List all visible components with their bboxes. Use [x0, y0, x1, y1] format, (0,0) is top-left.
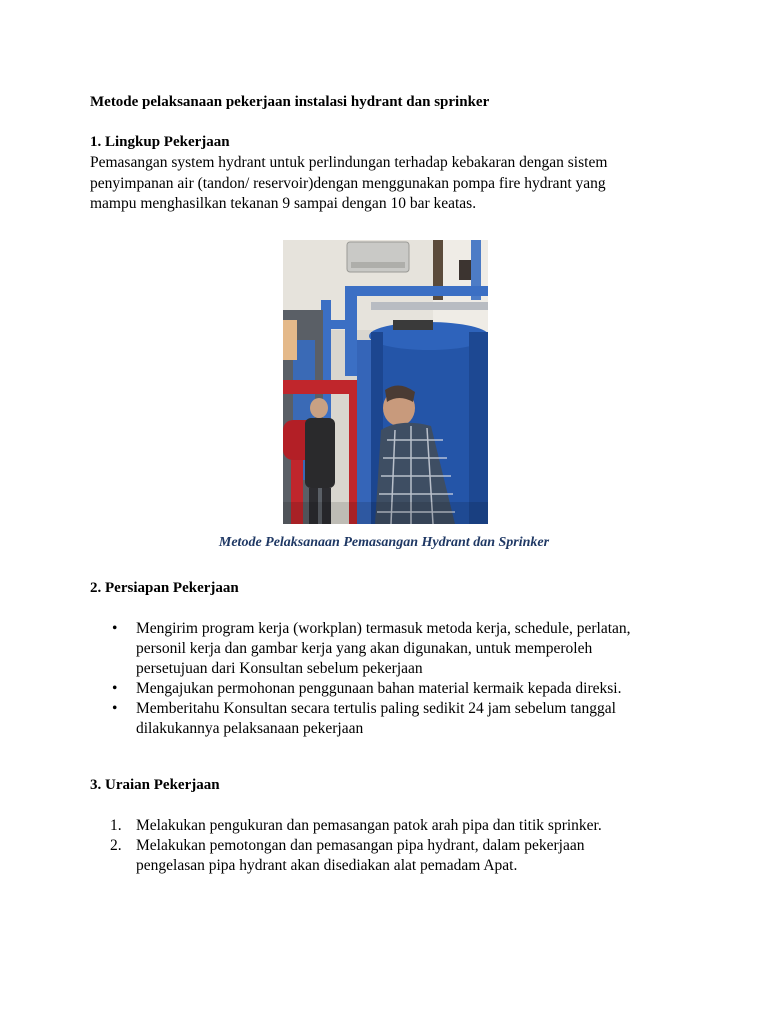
paragraph-line: penyimpanan air (tandon/ reservoir)dengan menggunakan pompa fire hydrant yang [90, 174, 606, 192]
preparation-list [90, 619, 710, 739]
bullet-marker: • [112, 620, 118, 637]
list-item-line: Mengirim program kerja (workplan) termasuk metoda kerja, schedule, perlatan, [136, 620, 631, 637]
section2-heading: 2. Persiapan Pekerjaan [90, 580, 239, 596]
bullet-marker: • [112, 680, 118, 697]
list-item [90, 679, 710, 699]
document-title: Metode pelaksanaan pekerjaan instalasi hydrant dan sprinker [90, 94, 490, 110]
list-item-line: Mengajukan permohonan penggunaan bahan material kermaik kepada direksi. [136, 680, 622, 697]
list-item-line: pengelasan pipa hydrant akan disediakan alat pemadam Apat. [136, 857, 518, 874]
paragraph-line: mampu menghasilkan tekanan 9 sampai dengan 10 bar keatas. [90, 195, 477, 212]
list-item-line: Memberitahu Konsultan secara tertulis paling sedikit 24 jam sebelum tanggal [136, 700, 616, 717]
list-item-line: personil kerja dan gambar kerja yang akan digunakan, untuk memperoleh [136, 640, 593, 657]
list-item [90, 699, 710, 739]
section3-heading: 3. Uraian Pekerjaan [90, 777, 220, 793]
list-item-line: Melakukan pengukuran dan pemasangan patok arah pipa dan titik sprinker. [136, 817, 602, 834]
section1-paragraph [90, 153, 690, 215]
list-item-line: persetujuan dari Konsultan sebelum pekerjaan [136, 660, 423, 677]
list-item [90, 619, 710, 679]
bullet-marker: • [112, 700, 118, 717]
list-item [90, 816, 710, 836]
section1-heading: 1. Lingkup Pekerjaan [90, 134, 230, 150]
list-number: 2. [110, 837, 122, 854]
figure-caption: Metode Pelaksanaan Pemasangan Hydrant dan Sprinker [218, 535, 550, 550]
work-description-list [90, 816, 710, 876]
list-number: 1. [110, 817, 122, 834]
list-item [90, 836, 710, 876]
list-item-line: dilakukannya pelaksanaan pekerjaan [136, 720, 364, 737]
pump-room-photo [283, 240, 488, 524]
list-item-line: Melakukan pemotongan dan pemasangan pipa hydrant, dalam pekerjaan [136, 837, 585, 854]
paragraph-line: Pemasangan system hydrant untuk perlindungan terhadap kebakaran dengan sistem [90, 154, 608, 171]
